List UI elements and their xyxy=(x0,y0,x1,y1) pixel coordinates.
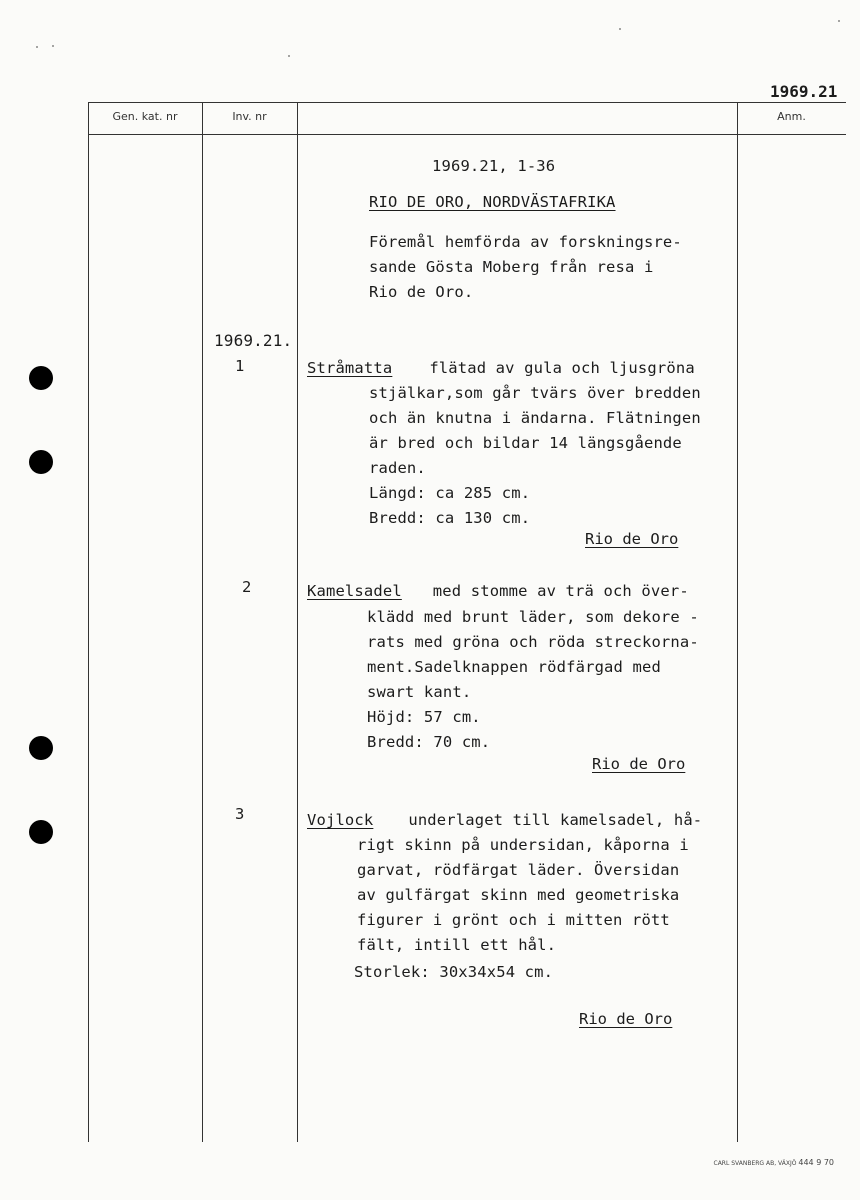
entry-line: raden. xyxy=(369,459,426,477)
entry-2-body xyxy=(367,605,699,755)
entry-line: fält, intill ett hål. xyxy=(357,936,557,954)
printer-footer xyxy=(714,1158,834,1167)
entry-1-body xyxy=(369,381,701,531)
entry-3 xyxy=(307,808,702,833)
entry-line: Bredd: 70 cm. xyxy=(367,733,491,751)
entry-line: och än knutna i ändarna. Flätningen xyxy=(369,409,701,427)
entry-3-origin: Rio de Oro xyxy=(579,1010,673,1028)
entry-1-number: 1 xyxy=(235,357,245,375)
column-divider-3 xyxy=(737,102,738,1142)
entry-line: av gulfärgat skinn med geometriska xyxy=(357,886,680,904)
entry-title: Vojlock xyxy=(307,811,374,829)
entry-line: garvat, rödfärgat läder. Översidan xyxy=(357,861,680,879)
entry-line: ment.Sadelknappen rödfärgad med xyxy=(367,658,661,676)
entry-1 xyxy=(307,356,695,381)
description-line: Rio de Oro. xyxy=(369,283,474,301)
entry-line: Längd: ca 285 cm. xyxy=(369,484,531,502)
column-header-inv-nr: Inv. nr xyxy=(232,110,267,123)
description-line: Föremål hemförda av forskningsre- xyxy=(369,233,682,251)
entry-3-size: Storlek: 30x34x54 cm. xyxy=(354,963,554,981)
entry-line: rigt skinn på undersidan, kåporna i xyxy=(357,836,689,854)
printer-name: CARL SVANBERG AB, VÄXJÖ xyxy=(713,1160,797,1167)
entry-title: Kamelsadel xyxy=(307,582,402,600)
entry-line: stjälkar,som går tvärs över bredden xyxy=(369,384,701,402)
heading-description xyxy=(369,230,682,305)
heading-place: RIO DE ORO, NORDVÄSTAFRIKA xyxy=(369,193,616,211)
column-divider-2 xyxy=(297,102,298,1142)
sheet-number: 1969.21 xyxy=(770,82,838,101)
entry-title: Stråmatta xyxy=(307,359,393,377)
entry-line: swart kant. xyxy=(367,683,472,701)
punch-hole-2 xyxy=(29,450,53,474)
entry-line: figurer i grönt och i mitten rött xyxy=(357,911,670,929)
form-code: 444 9 70 xyxy=(798,1158,834,1167)
scan-speck xyxy=(52,45,54,47)
punch-hole-4 xyxy=(29,820,53,844)
entry-2-number: 2 xyxy=(242,578,252,596)
entry-2-origin: Rio de Oro xyxy=(592,755,686,773)
inv-prefix: 1969.21. xyxy=(214,331,293,350)
entry-line: rats med gröna och röda streckorna- xyxy=(367,633,699,651)
entry-3-number: 3 xyxy=(235,805,245,823)
scan-speck xyxy=(838,20,840,22)
entry-first-line: flätad av gula och ljusgröna xyxy=(429,359,695,377)
column-divider-left-edge xyxy=(88,102,89,1142)
entry-first-line: med stomme av trä och över- xyxy=(432,582,689,600)
scan-speck xyxy=(288,55,290,57)
column-header-gen-kat-nr: Gen. kat. nr xyxy=(112,110,178,123)
entry-line: Bredd: ca 130 cm. xyxy=(369,509,531,527)
scan-speck xyxy=(36,46,38,48)
entry-line: klädd med brunt läder, som dekore - xyxy=(367,608,699,626)
punch-hole-1 xyxy=(29,366,53,390)
entry-2 xyxy=(307,579,689,604)
column-header-anm: Anm. xyxy=(777,110,806,123)
entry-line: Höjd: 57 cm. xyxy=(367,708,481,726)
scan-speck xyxy=(619,28,621,30)
entry-line: är bred och bildar 14 längsgående xyxy=(369,434,682,452)
entry-3-body xyxy=(357,833,689,958)
heading-range: 1969.21, 1-36 xyxy=(432,157,556,175)
punch-hole-3 xyxy=(29,736,53,760)
description-line: sande Gösta Moberg från resa i xyxy=(369,258,654,276)
entry-1-origin: Rio de Oro xyxy=(585,530,679,548)
entry-first-line: underlaget till kamelsadel, hå- xyxy=(408,811,703,829)
column-divider-1 xyxy=(202,102,203,1142)
